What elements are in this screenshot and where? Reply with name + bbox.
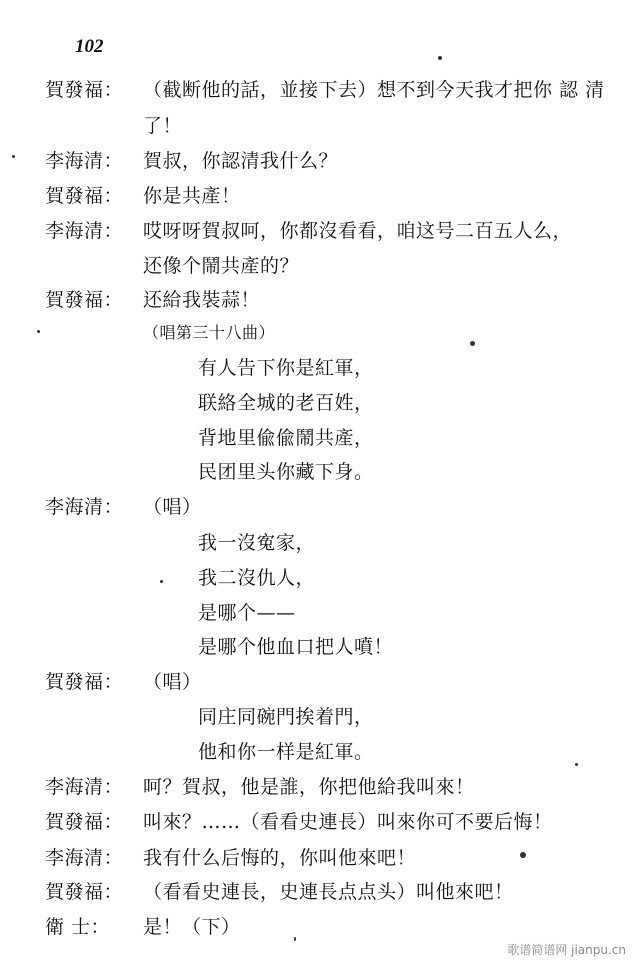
dialogue-text: 是！（下） (143, 916, 241, 938)
speaker-name: 李海清： (45, 776, 124, 798)
print-speck (12, 155, 15, 158)
speaker-name: 衛 士： (45, 916, 111, 938)
song-verse: 是哪个他血口把人噴！ (198, 636, 394, 658)
speaker-name: 賀發福： (45, 671, 124, 693)
song-verse: 同庄同碗門挨着門， (198, 706, 374, 728)
dialogue-continuation: 了！ (143, 115, 183, 137)
song-verse: 背地里偸偸鬧共產， (198, 427, 374, 449)
print-speck (294, 937, 296, 941)
dialogue-text: 还給我裝蒜！ (143, 289, 261, 311)
watermark: 歌谱简谱网 jianpu.cn (507, 943, 626, 957)
dialogue-text: 叫來？……（看看史連長）叫來你可不要后悔！ (143, 811, 553, 833)
dialogue-text: 呵？賀叔，他是誰，你把他給我叫來！ (143, 776, 475, 798)
song-verse: 有人告下你是紅軍， (198, 357, 374, 379)
song-verse: 他和你一样是紅軍。 (198, 741, 374, 763)
song-verse: 联絡全城的老百姓， (198, 392, 374, 414)
page-number: 102 (75, 36, 104, 57)
speaker-name: 李海清： (45, 150, 124, 172)
speaker-name: 李海清： (45, 496, 124, 518)
song-verse: 我一沒寃家， (198, 532, 316, 554)
dialogue-text: 賀叔，你認清我什么？ (143, 150, 339, 172)
stage-direction: （唱第三十八曲） (143, 323, 276, 342)
print-speck (438, 56, 442, 60)
print-speck (37, 330, 40, 333)
dialogue-text: （看看史連長，史連長点点头）叫他來吧！ (143, 881, 514, 903)
print-speck (470, 341, 475, 346)
speaker-name: 賀發福： (45, 185, 124, 207)
dialogue-text: 哎呀呀賀叔呵，你都沒看看，咱这号二百五人么， (143, 220, 573, 242)
print-speck (160, 580, 163, 583)
dialogue-text: （唱） (143, 671, 202, 693)
song-verse: 我二沒仇人， (198, 567, 316, 589)
song-verse: 民团里头你藏下身。 (198, 461, 374, 483)
speaker-name: 李海清： (45, 220, 124, 242)
speaker-name: 賀發福： (45, 289, 124, 311)
song-verse: 是哪个—— (198, 602, 296, 624)
speaker-name: 李海清： (45, 847, 124, 869)
dialogue-text: 我有什么后悔的，你叫他來吧！ (143, 847, 417, 869)
dialogue-text: 你是共產！ (143, 185, 241, 207)
dialogue-text: （截断他的話，並接下去）想不到今天我才把你 認 清 (143, 79, 605, 101)
speaker-name: 賀發福： (45, 811, 124, 833)
dialogue-text: （唱） (143, 496, 202, 518)
dialogue-continuation: 还像个鬧共產的？ (143, 255, 300, 277)
print-speck (520, 852, 526, 858)
speaker-name: 賀發福： (45, 79, 124, 101)
speaker-name: 賀發福： (45, 881, 124, 903)
print-speck (575, 763, 578, 766)
